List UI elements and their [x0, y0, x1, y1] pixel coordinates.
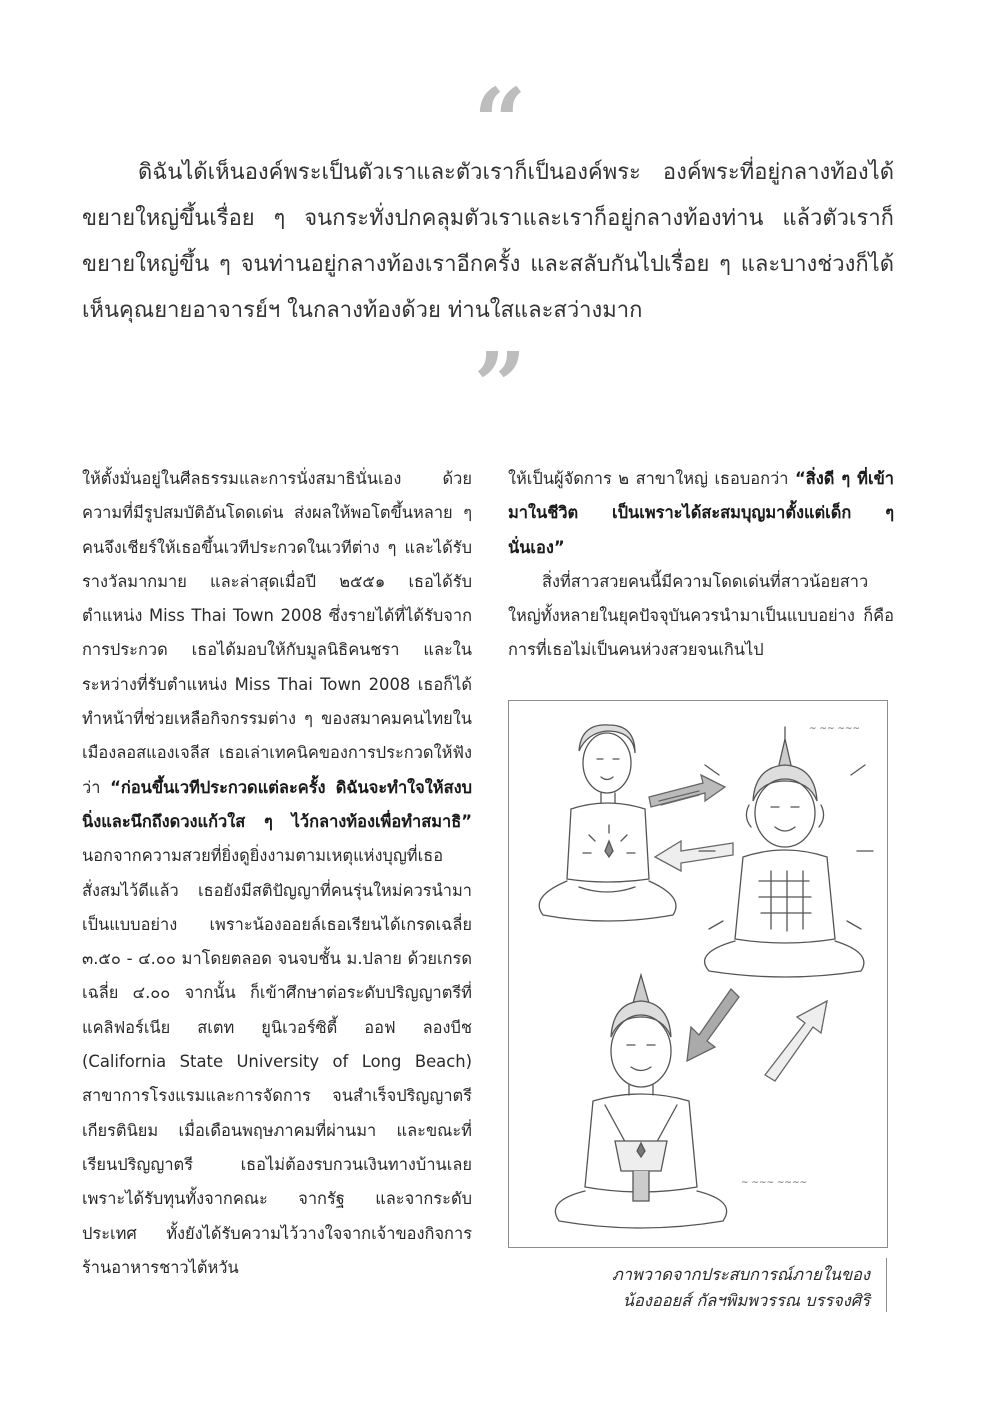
drawing-note-top: ~ ~~ ~~~ [809, 724, 860, 734]
caption-line-2: น้องออยส์ กัลฯพิมพวรรณ บรรจงศิริ [622, 1291, 870, 1310]
open-quote-mark: “ [473, 68, 527, 176]
arrow-left-middle [655, 841, 733, 871]
caption-rule [886, 1258, 887, 1312]
left-paragraph [82, 462, 472, 1285]
right-column [508, 462, 894, 668]
drawing-note-bottom: ~ ~~~ ~~~~ [741, 1178, 808, 1188]
right-bold-quote: “สิ่งดี ๆ ที่เข้ามาในชีวิต เป็นเพราะได้สะสมบุญมาตั้งแต่เด็ก ๆ นั่นเอง” [508, 469, 894, 557]
buddha-bottom-figure [555, 975, 726, 1228]
meditation-drawing [509, 701, 887, 1247]
close-quote-mark: ” [473, 332, 527, 440]
right-paragraph-2: สิ่งที่สาวสวยคนนี้มีความโดดเด่นที่สาวน้อยสาวใหญ่ทั้งหลายในยุคปัจจุบันควรนำมาเป็นแบบอย่าง ก็คือ การที่เธอไม่เป็นคนห่วงสวยจนเกินไป [508, 571, 894, 660]
arrow-up-right [765, 1001, 827, 1081]
figure-caption [540, 1262, 870, 1314]
caption-line-1: ภาพวาดจากประสบการณ์ภายในของ [611, 1265, 870, 1284]
drawing-figure [508, 700, 888, 1248]
pull-quote-text: ดิฉันได้เห็นองค์พระเป็นตัวเราและตัวเราก็เป็นองค์พระ องค์พระที่อยู่กลางท้องได้ขยายใหญ่ขึ้นเรื่อย ๆ จนกระทั่งปกคลุมตัวเราและเราก็อยู่กลางท้องท่าน แล้วตัวเราก็ขยายใหญ่ขึ้น ๆ จนท่านอยู่กลางท้องเราอีกครั้ง และสลับกันไปเรื่อย ๆ และบางช่วงก็ได้เห็นคุณยายอาจารย์ฯ ในกลางท้องด้วย ท่านใสและสว่างมาก [82, 160, 894, 323]
right-paragraph-1 [508, 462, 894, 565]
left-bold-quote: “ก่อนขึ้นเวทีประกวดแต่ละครั้ง ดิฉันจะทำใจให้สงบนิ่งและนึกถึงดวงแก้วใส ๆ ไว้กลางท้องเพื่อทำสมาธิ” [82, 777, 472, 831]
pull-quote [82, 150, 894, 334]
arrow-right-top [649, 775, 725, 807]
left-text-2: นอกจากความสวยที่ยิ่งดูยิ่งงามตามเหตุแห่งบุญที่เธอสั่งสมไว้ดีแล้ว เธอยังมีสติปัญญาที่คนรุ่นใหม่ควรนำมาเป็นแบบอย่าง เพราะน้องออยล์เธอเรียนได้เกรดเฉลี่ย ๓.๕๐ - ๔.๐๐ มาโดยตลอด จนจบชั้น ม.ปลาย ด้วยเกรดเฉลี่ย ๔.๐๐ จากนั้น ก็เข้าศึกษาต่อระดับปริญญาตรีที่แคลิฟอร์เนีย สเตท ยูนิเวอร์ซิตี้ ออฟ ลองบีช (California State University of Long Beach) สาขาการโรงแรมและการจัดการ จนสำเร็จปริญญาตรี เกียรตินิยม เมื่อเดือนพฤษภาคมที่ผ่านมา และขณะที่เรียนปริญญาตรี เธอไม่ต้องรบกวนเงินทางบ้านเลย เพราะได้รับทุนทั้งจากคณะ จากรัฐ และจากระดับประเทศ ทั้งยังได้รับความไว้วางใจจากเจ้าของกิจการร้านอาหารชาวไต้หวัน [82, 846, 472, 1277]
left-column [82, 462, 472, 1285]
left-text-1: ให้ตั้งมั่นอยู่ในศีลธรรมและการนั่งสมาธินั่นเอง ด้วยความที่มีรูปสมบัติอันโดดเด่น ส่งผลให้พอโตขึ้นหลาย ๆ คนจึงเชียร์ให้เธอขึ้นเวทีประกวดในเวทีต่าง ๆ และได้รับรางวัลมากมาย และล่าสุดเมื่อปี ๒๕๕๑ เธอได้รับตำแหน่ง Miss Thai Town 2008 ซึ่งรายได้ที่ได้รับจากการประกวด เธอได้มอบให้กับมูลนิธิคนชรา และในระหว่างที่รับตำแหน่ง Miss Thai Town 2008 เธอก็ได้ทำหน้าที่ช่วยเหลือกิจกรรมต่าง ๆ ของสมาคมคนไทยในเมืองลอสแองเจลีส เธอเล่าเทคนิคของการประกวดให้ฟังว่า [82, 469, 472, 797]
arrow-down-left [687, 989, 739, 1061]
right-text-1: ให้เป็นผู้จัดการ ๒ สาขาใหญ่ เธอบอกว่า [508, 469, 789, 488]
meditator-top-left-figure [539, 725, 676, 921]
